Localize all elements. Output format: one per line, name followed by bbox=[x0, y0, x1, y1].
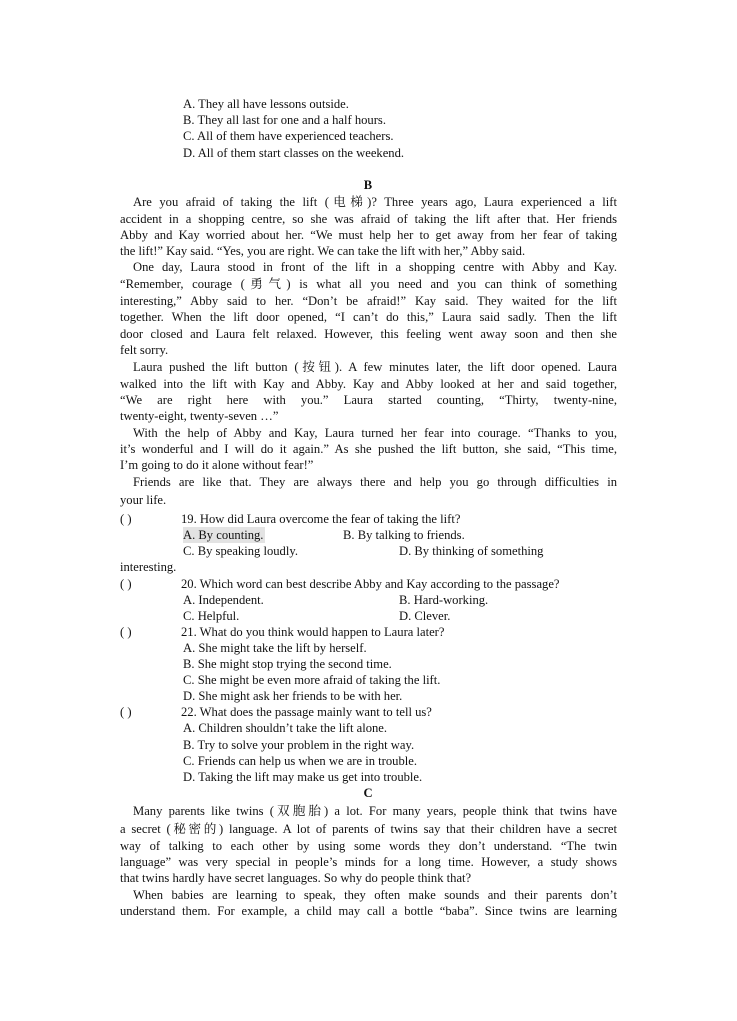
option-c: C. She might be even more afraid of taking the lift. bbox=[183, 673, 441, 687]
passage-b-line: One day, Laura stood in front of the lift in a shopping centre with Abby and Kay. bbox=[133, 260, 617, 274]
option-b: B. Try to solve your problem in the right way. bbox=[183, 738, 415, 752]
option-b: B. She might stop trying the second time. bbox=[183, 657, 392, 671]
prev-option-b: B. They all last for one and a half hours. bbox=[183, 113, 386, 127]
passage-b-line: felt sorry. bbox=[120, 343, 169, 357]
passage-b-line: interesting,” Abby said to her. “Don’t be afraid!” Kay said. They waited for the lift bbox=[120, 294, 617, 308]
passage-b-line: Are you afraid of taking the lift (电梯)? Three years ago, Laura experienced a lift bbox=[133, 195, 617, 209]
passage-b-line: Friends are like that. They are always there and help you go through difficulties in bbox=[133, 475, 617, 489]
passage-b-line: walked into the lift with Kay and Abby. Kay and Abby looked at her and said together, bbox=[120, 377, 617, 391]
passage-b-line: I’m going to do it alone without fear!” bbox=[120, 458, 314, 472]
option-d-continuation: interesting. bbox=[120, 560, 177, 574]
option-d: D. Taking the lift may make us get into trouble. bbox=[183, 770, 423, 784]
option-a: A. She might take the lift by herself. bbox=[183, 641, 367, 655]
passage-b-line: “Remember, courage (勇气) is what all you need and you can think of something bbox=[120, 277, 617, 291]
prev-option-a: A. They all have lessons outside. bbox=[183, 97, 349, 111]
passage-b-line: twenty-eight, twenty-seven …” bbox=[120, 409, 279, 423]
passage-b-line: door closed and Laura felt relaxed. However, this feeling went away soon and then she bbox=[120, 327, 617, 341]
option-c: C. Friends can help us when we are in trouble. bbox=[183, 754, 417, 768]
answer-blank[interactable]: ( ) bbox=[120, 512, 132, 526]
option-b: B. Hard-working. bbox=[399, 593, 489, 607]
answer-blank[interactable]: ( ) bbox=[120, 577, 132, 591]
answer-blank[interactable]: ( ) bbox=[120, 705, 132, 719]
option-c: C. Helpful. bbox=[183, 609, 240, 623]
option-a: A. Children shouldn’t take the lift alone. bbox=[183, 721, 388, 735]
passage-b-line: Laura pushed the lift button (按钮). A few minutes later, the lift door opened. Laura bbox=[133, 360, 617, 374]
passage-c-line: language” was very special in people’s minds for a long time. However, a study shows bbox=[120, 855, 617, 869]
option-d: D. Clever. bbox=[399, 609, 451, 623]
prev-option-d: D. All of them start classes on the weekend. bbox=[183, 146, 405, 160]
passage-b-line: your life. bbox=[120, 493, 167, 507]
option-b: B. By talking to friends. bbox=[343, 528, 465, 542]
question-stem: 21. What do you think would happen to Laura later? bbox=[181, 625, 445, 639]
passage-b-line: accident in a shopping centre, so she was afraid of taking the lift after that. Her friends bbox=[120, 212, 617, 226]
section-c-heading: C bbox=[363, 786, 373, 800]
passage-b-line: With the help of Abby and Kay, Laura turned her fear into courage. “Thanks to you, bbox=[133, 426, 617, 440]
option-d: D. She might ask her friends to be with her. bbox=[183, 689, 403, 703]
passage-b-line: the lift!” Kay said. “Yes, you are right. We can take the lift with her,” Abby said. bbox=[120, 244, 526, 258]
prev-option-c: C. All of them have experienced teachers. bbox=[183, 129, 394, 143]
answer-blank[interactable]: ( ) bbox=[120, 625, 132, 639]
passage-b-line: it’s wonderful and I will do it again.” As she pushed the lift button, she said, “This time, bbox=[120, 442, 617, 456]
passage-c-line: When babies are learning to speak, they often make sounds and their parents don’t bbox=[133, 888, 617, 902]
passage-c-line: understand them. For example, a child may call a bottle “baba”. Since twins are learning bbox=[120, 904, 617, 918]
question-stem: 19. How did Laura overcome the fear of taking the lift? bbox=[181, 512, 461, 526]
passage-c-line: way of talking to each other by using some words they don’t understand. “The twin bbox=[120, 839, 617, 853]
option-c: C. By speaking loudly. bbox=[183, 544, 298, 558]
question-stem: 22. What does the passage mainly want to tell us? bbox=[181, 705, 432, 719]
passage-c-line: a secret (秘密的) language. A lot of parents of twins say that their children have a secret bbox=[120, 822, 617, 836]
passage-b-line: “We are right here with you.” Laura started counting, “Thirty, twenty-nine, bbox=[120, 393, 617, 407]
option-d: D. By thinking of something bbox=[399, 544, 544, 558]
passage-b-line: together. When the lift door opened, “I can’t do this,” Laura said sadly. Then the lift bbox=[120, 310, 617, 324]
passage-b-line: Abby and Kay worried about her. “We must help her to get away from her fear of taking bbox=[120, 228, 617, 242]
section-b-heading: B bbox=[363, 178, 373, 192]
option-a: A. By counting. bbox=[183, 528, 264, 542]
question-stem: 20. Which word can best describe Abby and Kay according to the passage? bbox=[181, 577, 560, 591]
passage-c-line: that twins hardly have secret languages. So why do people think that? bbox=[120, 871, 472, 885]
option-a: A. Independent. bbox=[183, 593, 264, 607]
passage-c-line: Many parents like twins (双胞胎) a lot. For many years, people think that twins have bbox=[133, 804, 617, 818]
